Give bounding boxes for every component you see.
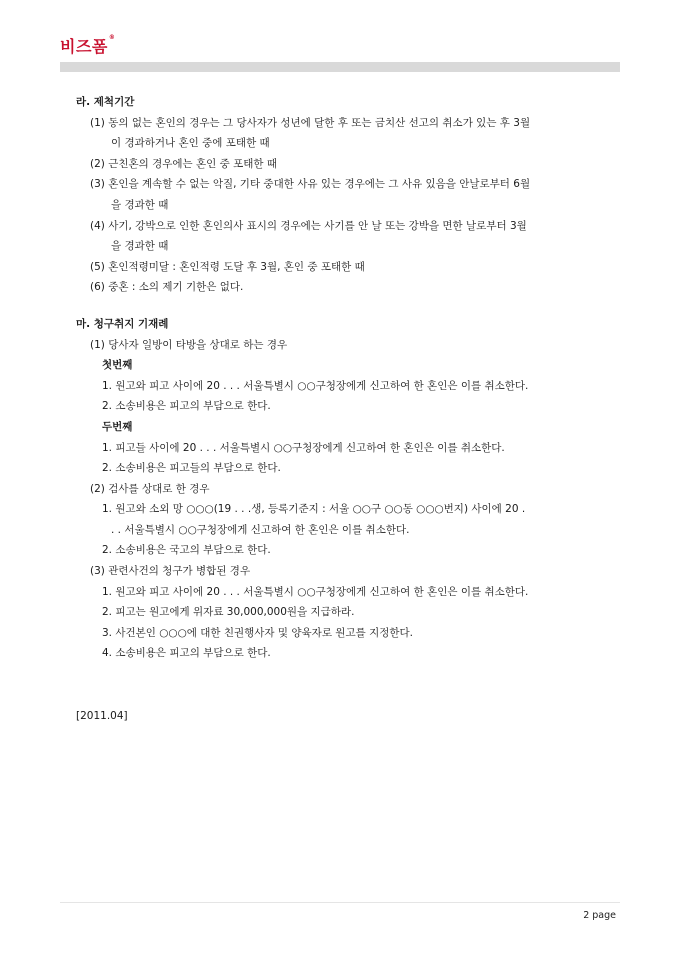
example-label-second: 두번째 (102, 420, 133, 433)
registered-mark: ® (108, 34, 116, 41)
list-item: 2. 소송비용은 피고들의 부담으로 한다. (102, 462, 281, 475)
list-item-continuation: 이 경과하거나 혼인 중에 포태한 때 (111, 137, 270, 150)
list-item: (6) 중혼 : 소의 제기 기한은 없다. (90, 281, 244, 294)
section-spacer (76, 298, 616, 314)
list-item: 2. 피고는 원고에게 위자료 30,000,000원을 지급하라. (102, 606, 355, 619)
page-number: 2 page (583, 910, 616, 921)
list-item-continuation: 을 경과한 때 (111, 240, 169, 253)
list-item: (2) 근친혼의 경우에는 혼인 중 포태한 때 (90, 157, 278, 170)
list-item: 4. 소송비용은 피고의 부담으로 한다. (102, 647, 271, 660)
list-item: (3) 혼인을 계속할 수 없는 악질, 기타 중대한 사유 있는 경우에는 그 사유 있음을 안날로부터 6월 (90, 178, 531, 191)
example-label-first: 첫번째 (102, 359, 133, 372)
header-bar (60, 62, 620, 72)
list-item-continuation: 을 경과한 때 (111, 198, 169, 211)
list-item: (1) 동의 없는 혼인의 경우는 그 당사자가 성년에 달한 후 또는 금치산 선고의 취소가 있는 후 3월 (90, 116, 531, 129)
list-item: (5) 혼인적령미달 : 혼인적령 도달 후 3월, 혼인 중 포태한 때 (90, 260, 365, 273)
revision-date: [2011.04] (76, 710, 128, 722)
list-item: 1. 원고와 소외 망 ○○○(19 . . .생, 등록기준지 : 서울 ○○구 ○○동 ○○○번지) 사이에 20 . (102, 503, 526, 516)
list-item: 2. 소송비용은 피고의 부담으로 한다. (102, 400, 271, 413)
footer-divider (60, 902, 620, 903)
logo-text: 비즈폼 (60, 37, 108, 56)
list-item: 1. 원고와 피고 사이에 20 . . . 서울특별시 ○○구청장에게 신고하여 한 혼인은 이를 취소한다. (102, 585, 529, 598)
list-item: 1. 원고와 피고 사이에 20 . . . 서울특별시 ○○구청장에게 신고하여 한 혼인은 이를 취소한다. (102, 379, 529, 392)
bizforms-logo (60, 34, 115, 57)
case-title: (3) 관련사건의 청구가 병합된 경우 (90, 565, 251, 578)
list-item: 3. 사건본인 ○○○에 대한 친권행사자 및 양육자로 원고를 지정한다. (102, 626, 413, 639)
case-title: (2) 검사를 상대로 한 경우 (90, 482, 210, 495)
case-title: (1) 당사자 일방이 타방을 상대로 하는 경우 (90, 338, 288, 351)
list-item: 1. 피고들 사이에 20 . . . 서울특별시 ○○구청장에게 신고하여 한 혼인은 이를 취소한다. (102, 441, 505, 454)
section-title-claim-examples: 마. 청구취지 기재례 (76, 317, 169, 330)
list-item: 2. 소송비용은 국고의 부담으로 한다. (102, 544, 271, 557)
document-body (76, 92, 616, 664)
list-item: (4) 사기, 강박으로 인한 혼인의사 표시의 경우에는 사기를 안 날 또는 강박을 면한 날로부터 3월 (90, 219, 527, 232)
list-item-continuation: . . 서울특별시 ○○구청장에게 신고하여 한 혼인은 이를 취소한다. (111, 523, 410, 536)
section-title-exclusion-period: 라. 제척기간 (76, 96, 135, 108)
